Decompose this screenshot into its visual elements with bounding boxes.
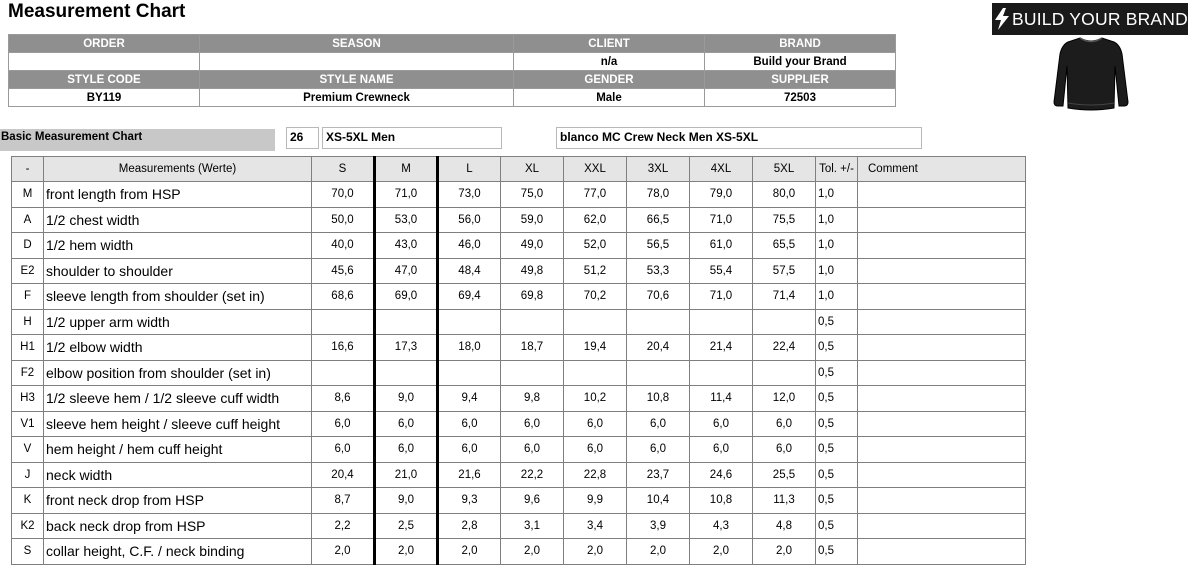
row-description: collar height, C.F. / neck binding xyxy=(44,539,312,565)
size-value: 71,4 xyxy=(753,284,816,310)
size-value: 77,0 xyxy=(564,182,627,208)
client-value: n/a xyxy=(514,53,705,71)
size-value: 71,0 xyxy=(690,284,753,310)
row-code: H1 xyxy=(12,335,44,361)
size-value: 69,0 xyxy=(375,284,438,310)
gender-value: Male xyxy=(514,89,705,107)
size-value: 6,0 xyxy=(627,411,690,437)
tolerance-value: 1,0 xyxy=(816,284,858,310)
size-header: 4XL xyxy=(690,157,753,182)
row-code: J xyxy=(12,462,44,488)
size-value xyxy=(438,360,501,386)
comment-header: Comment xyxy=(858,157,1026,182)
tolerance-value: 0,5 xyxy=(816,462,858,488)
row-code: E2 xyxy=(12,258,44,284)
tolerance-value: 1,0 xyxy=(816,182,858,208)
size-value xyxy=(564,309,627,335)
table-row xyxy=(12,513,1026,539)
table-row xyxy=(12,258,1026,284)
size-value xyxy=(312,360,375,386)
row-code: K2 xyxy=(12,513,44,539)
size-value: 20,4 xyxy=(312,462,375,488)
size-value: 45,6 xyxy=(312,258,375,284)
size-value: 69,8 xyxy=(501,284,564,310)
size-header: XL xyxy=(501,157,564,182)
size-value: 57,5 xyxy=(753,258,816,284)
tolerance-value: 0,5 xyxy=(816,386,858,412)
size-value: 23,7 xyxy=(627,462,690,488)
size-value: 61,0 xyxy=(690,233,753,259)
size-value: 21,6 xyxy=(438,462,501,488)
comment-cell xyxy=(858,437,1026,463)
table-row xyxy=(12,360,1026,386)
size-value: 2,5 xyxy=(375,513,438,539)
style-name-label: STYLE NAME xyxy=(200,71,514,89)
size-value: 18,7 xyxy=(501,335,564,361)
comment-cell xyxy=(858,513,1026,539)
row-description: neck width xyxy=(44,462,312,488)
size-value: 6,0 xyxy=(753,437,816,463)
row-description: 1/2 chest width xyxy=(44,207,312,233)
size-value: 9,8 xyxy=(501,386,564,412)
size-value xyxy=(438,309,501,335)
size-value: 9,6 xyxy=(501,488,564,514)
size-value: 2,0 xyxy=(564,539,627,565)
comment-cell xyxy=(858,539,1026,565)
size-value: 25,5 xyxy=(753,462,816,488)
size-value xyxy=(375,360,438,386)
tolerance-value: 0,5 xyxy=(816,309,858,335)
comment-cell xyxy=(858,258,1026,284)
table-row xyxy=(12,462,1026,488)
size-value: 80,0 xyxy=(753,182,816,208)
row-description: front length from HSP xyxy=(44,182,312,208)
size-value: 78,0 xyxy=(627,182,690,208)
size-value: 3,4 xyxy=(564,513,627,539)
size-value: 22,4 xyxy=(753,335,816,361)
size-value: 21,0 xyxy=(375,462,438,488)
row-code: V1 xyxy=(12,411,44,437)
size-value: 70,2 xyxy=(564,284,627,310)
row-code: A xyxy=(12,207,44,233)
size-value: 62,0 xyxy=(564,207,627,233)
size-value: 75,0 xyxy=(501,182,564,208)
size-value: 4,8 xyxy=(753,513,816,539)
table-row xyxy=(12,437,1026,463)
supplier-value: 72503 xyxy=(705,89,896,107)
comment-cell xyxy=(858,411,1026,437)
table-row xyxy=(12,488,1026,514)
brand-value: Build your Brand xyxy=(705,53,896,71)
size-value: 6,0 xyxy=(564,411,627,437)
size-value: 9,9 xyxy=(564,488,627,514)
comment-cell xyxy=(858,335,1026,361)
row-description: 1/2 sleeve hem / 1/2 sleeve cuff width xyxy=(44,386,312,412)
size-value: 2,0 xyxy=(501,539,564,565)
size-value: 49,8 xyxy=(501,258,564,284)
row-code: F2 xyxy=(12,360,44,386)
size-value: 48,4 xyxy=(438,258,501,284)
size-value: 19,4 xyxy=(564,335,627,361)
size-value: 70,6 xyxy=(627,284,690,310)
size-value: 6,0 xyxy=(627,437,690,463)
row-description: shoulder to shoulder xyxy=(44,258,312,284)
size-value: 2,0 xyxy=(627,539,690,565)
row-code: H3 xyxy=(12,386,44,412)
size-value: 53,0 xyxy=(375,207,438,233)
measurement-header-row xyxy=(12,157,1026,182)
tolerance-value: 1,0 xyxy=(816,258,858,284)
size-header: 3XL xyxy=(627,157,690,182)
size-value: 71,0 xyxy=(375,182,438,208)
size-value: 2,2 xyxy=(312,513,375,539)
table-row xyxy=(12,386,1026,412)
supplier-label: SUPPLIER xyxy=(705,71,896,89)
size-value xyxy=(312,309,375,335)
comment-cell xyxy=(858,360,1026,386)
header-values-row xyxy=(9,53,896,71)
row-code: D xyxy=(12,233,44,259)
order-label: ORDER xyxy=(9,35,200,53)
size-value xyxy=(753,360,816,386)
tolerance-value: 0,5 xyxy=(816,411,858,437)
code-header: - xyxy=(12,157,44,182)
size-value: 75,5 xyxy=(753,207,816,233)
size-value: 6,0 xyxy=(312,437,375,463)
header-table xyxy=(8,34,896,107)
size-header: 5XL xyxy=(753,157,816,182)
table-row xyxy=(12,182,1026,208)
size-value xyxy=(501,360,564,386)
table-row xyxy=(12,284,1026,310)
comment-cell xyxy=(858,462,1026,488)
comment-cell xyxy=(858,309,1026,335)
row-description: sleeve hem height / sleeve cuff height xyxy=(44,411,312,437)
row-description: 1/2 elbow width xyxy=(44,335,312,361)
size-value: 6,0 xyxy=(501,411,564,437)
size-value: 68,6 xyxy=(312,284,375,310)
tolerance-header: Tol. +/- xyxy=(816,157,858,182)
table-row xyxy=(12,411,1026,437)
size-value: 2,0 xyxy=(312,539,375,565)
size-value: 11,4 xyxy=(690,386,753,412)
size-header: XXL xyxy=(564,157,627,182)
size-value: 2,0 xyxy=(690,539,753,565)
measurements-header: Measurements (Werte) xyxy=(44,157,312,182)
size-value: 2,0 xyxy=(753,539,816,565)
row-description: front neck drop from HSP xyxy=(44,488,312,514)
tolerance-value: 1,0 xyxy=(816,233,858,259)
table-row xyxy=(12,539,1026,565)
tolerance-value: 0,5 xyxy=(816,513,858,539)
header-labels-row xyxy=(9,35,896,53)
tolerance-value: 0,5 xyxy=(816,488,858,514)
size-value: 6,0 xyxy=(375,411,438,437)
row-description: elbow position from shoulder (set in) xyxy=(44,360,312,386)
size-value: 43,0 xyxy=(375,233,438,259)
table-row xyxy=(12,309,1026,335)
size-value: 22,2 xyxy=(501,462,564,488)
crewneck-sweater-image xyxy=(1052,36,1130,112)
table-row xyxy=(12,335,1026,361)
table-row xyxy=(12,207,1026,233)
size-value xyxy=(690,360,753,386)
row-description: hem height / hem cuff height xyxy=(44,437,312,463)
size-value: 52,0 xyxy=(564,233,627,259)
comment-cell xyxy=(858,207,1026,233)
season-label: SEASON xyxy=(200,35,514,53)
client-label: CLIENT xyxy=(514,35,705,53)
row-description: back neck drop from HSP xyxy=(44,513,312,539)
size-value: 11,3 xyxy=(753,488,816,514)
size-value: 6,0 xyxy=(375,437,438,463)
row-description: 1/2 upper arm width xyxy=(44,309,312,335)
size-value: 6,0 xyxy=(564,437,627,463)
size-value: 20,4 xyxy=(627,335,690,361)
row-code: F xyxy=(12,284,44,310)
header-values-row-2 xyxy=(9,89,896,107)
tolerance-value: 0,5 xyxy=(816,539,858,565)
size-value: 9,3 xyxy=(438,488,501,514)
size-value xyxy=(375,309,438,335)
size-value: 10,4 xyxy=(627,488,690,514)
size-value: 2,0 xyxy=(438,539,501,565)
size-value: 56,0 xyxy=(438,207,501,233)
size-value: 65,5 xyxy=(753,233,816,259)
style-code-value: BY119 xyxy=(9,89,200,107)
comment-cell xyxy=(858,233,1026,259)
size-value: 40,0 xyxy=(312,233,375,259)
brand-label: BRAND xyxy=(705,35,896,53)
size-value: 49,0 xyxy=(501,233,564,259)
size-value xyxy=(564,360,627,386)
size-header: M xyxy=(375,157,438,182)
size-value: 6,0 xyxy=(501,437,564,463)
order-value xyxy=(9,53,200,71)
tolerance-value: 0,5 xyxy=(816,437,858,463)
size-header: S xyxy=(312,157,375,182)
template-name-field: blanco MC Crew Neck Men XS-5XL xyxy=(556,127,922,149)
size-value: 2,0 xyxy=(375,539,438,565)
header-labels-row-2 xyxy=(9,71,896,89)
size-value xyxy=(753,309,816,335)
row-code: M xyxy=(12,182,44,208)
size-value: 10,8 xyxy=(690,488,753,514)
size-value: 6,0 xyxy=(312,411,375,437)
size-value: 24,6 xyxy=(690,462,753,488)
size-value: 18,0 xyxy=(438,335,501,361)
size-value: 51,2 xyxy=(564,258,627,284)
brand-logo xyxy=(992,3,1188,35)
tolerance-value: 0,5 xyxy=(816,335,858,361)
size-value: 55,4 xyxy=(690,258,753,284)
measurement-table xyxy=(11,156,1026,565)
size-value: 50,0 xyxy=(312,207,375,233)
tolerance-value: 1,0 xyxy=(816,207,858,233)
row-code: K xyxy=(12,488,44,514)
size-value: 6,0 xyxy=(438,411,501,437)
size-value: 22,8 xyxy=(564,462,627,488)
size-value: 2,8 xyxy=(438,513,501,539)
size-value: 79,0 xyxy=(690,182,753,208)
size-value: 6,0 xyxy=(753,411,816,437)
size-value: 9,0 xyxy=(375,488,438,514)
table-row xyxy=(12,233,1026,259)
size-value: 6,0 xyxy=(690,411,753,437)
logo-text: BUILD YOUR BRAND xyxy=(1012,8,1188,29)
size-value: 53,3 xyxy=(627,258,690,284)
size-value: 4,3 xyxy=(690,513,753,539)
size-value: 3,9 xyxy=(627,513,690,539)
size-value: 66,5 xyxy=(627,207,690,233)
chart-number-field: 26 xyxy=(286,127,319,149)
row-description: sleeve length from shoulder (set in) xyxy=(44,284,312,310)
row-code: H xyxy=(12,309,44,335)
size-value: 6,0 xyxy=(438,437,501,463)
size-range-field: XS-5XL Men xyxy=(322,127,502,149)
size-value: 56,5 xyxy=(627,233,690,259)
size-value: 47,0 xyxy=(375,258,438,284)
size-value: 59,0 xyxy=(501,207,564,233)
row-code: V xyxy=(12,437,44,463)
size-value: 8,6 xyxy=(312,386,375,412)
size-value: 12,0 xyxy=(753,386,816,412)
comment-cell xyxy=(858,386,1026,412)
row-description: 1/2 hem width xyxy=(44,233,312,259)
basic-measurement-chart-label: Basic Measurement Chart xyxy=(0,129,275,151)
gender-label: GENDER xyxy=(514,71,705,89)
size-value: 16,6 xyxy=(312,335,375,361)
lightning-icon xyxy=(992,3,1012,35)
page-title: Measurement Chart xyxy=(8,1,186,22)
comment-cell xyxy=(858,182,1026,208)
size-value: 71,0 xyxy=(690,207,753,233)
season-value xyxy=(200,53,514,71)
comment-cell xyxy=(858,488,1026,514)
size-value: 17,3 xyxy=(375,335,438,361)
style-code-label: STYLE CODE xyxy=(9,71,200,89)
size-value: 3,1 xyxy=(501,513,564,539)
size-header: L xyxy=(438,157,501,182)
size-value: 10,2 xyxy=(564,386,627,412)
style-name-value: Premium Crewneck xyxy=(200,89,514,107)
size-value: 8,7 xyxy=(312,488,375,514)
size-value: 73,0 xyxy=(438,182,501,208)
size-value: 9,4 xyxy=(438,386,501,412)
size-value: 21,4 xyxy=(690,335,753,361)
size-value xyxy=(690,309,753,335)
size-value xyxy=(627,309,690,335)
size-value: 69,4 xyxy=(438,284,501,310)
size-value: 70,0 xyxy=(312,182,375,208)
size-value: 46,0 xyxy=(438,233,501,259)
tolerance-value: 0,5 xyxy=(816,360,858,386)
size-value xyxy=(627,360,690,386)
size-value: 9,0 xyxy=(375,386,438,412)
size-value xyxy=(501,309,564,335)
row-code: S xyxy=(12,539,44,565)
size-value: 6,0 xyxy=(690,437,753,463)
size-value: 10,8 xyxy=(627,386,690,412)
comment-cell xyxy=(858,284,1026,310)
